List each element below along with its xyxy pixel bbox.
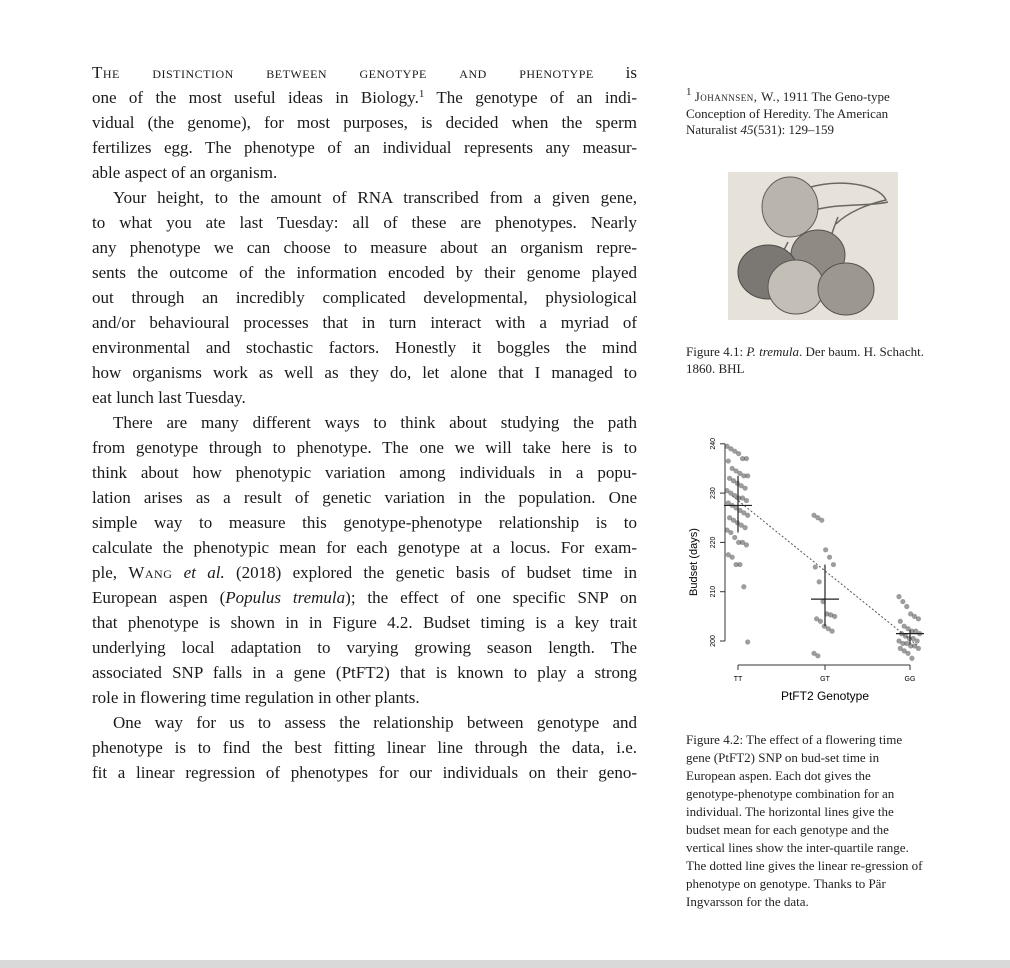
caption-text: . Der baum. H. Schacht. 1860. BHL (686, 344, 924, 376)
data-point-TT (730, 555, 735, 560)
text-segment: phenotype is to find the best fitting linear line through the data, i.e. (92, 738, 637, 757)
text-segment: calculate the phenotypic mean for each genotype at a locus. For exam- (92, 538, 637, 557)
text-line (92, 360, 637, 385)
data-point-GG (904, 604, 909, 609)
sidenote-volume: 45 (740, 122, 754, 137)
text-line (92, 385, 637, 410)
text-line (92, 735, 637, 760)
data-point-GT (831, 562, 836, 567)
y-tick-label: 200 (710, 635, 717, 647)
text-segment: et al. (183, 563, 225, 582)
data-point-TT (745, 473, 750, 478)
x-tick-label: GG (904, 676, 916, 683)
data-point-GG (915, 638, 920, 643)
text-segment: fertilizes egg. The phenotype of an individual represents any measur- (92, 138, 637, 157)
y-tick-label: 210 (710, 585, 717, 598)
text-segment: One way for us to assess the relationship between genotype and (113, 713, 637, 732)
text-segment: think about how phenotypic variation among individuals in a popu- (92, 463, 637, 482)
data-point-GT (827, 555, 832, 560)
text-segment: sents the outcome of the information encoded by their genome played (92, 263, 637, 282)
data-point-GT (819, 518, 824, 523)
data-point-TT (744, 456, 749, 461)
data-point-GT (818, 619, 823, 624)
text-line (92, 485, 637, 510)
sidenote-pages: (531): 129–159 (753, 122, 835, 137)
data-point-GG (916, 616, 921, 621)
sidenote-1 (686, 86, 936, 139)
text-segment: Populus tremula (225, 588, 346, 607)
text-segment: European aspen ( (92, 588, 226, 607)
text-line (92, 110, 637, 135)
data-point-GG (905, 651, 910, 656)
y-tick-label: 220 (710, 536, 717, 549)
y-axis-label: Budset (days) (688, 528, 700, 596)
text-line (92, 335, 637, 360)
text-segment: The distinction between genotype and phenotype (92, 63, 594, 82)
text-segment: from genotype through to phenotype. The one we will take here is to (92, 438, 637, 457)
bottom-scrollbar-area (0, 960, 1010, 968)
text-line (92, 285, 637, 310)
text-segment: able aspect of an organism. (92, 163, 278, 182)
text-segment: associated SNP falls in a gene (PtFT2) that is known to play a strong (92, 663, 637, 682)
data-point-TT (743, 486, 748, 491)
text-segment (172, 563, 183, 582)
text-segment: ); the effect of one specific SNP on (345, 588, 637, 607)
data-point-GT (813, 564, 818, 569)
data-point-TT (736, 451, 741, 456)
text-segment: and/or behavioural processes that in turn interact with a myriad of (92, 313, 637, 332)
text-segment: environmental and stochastic factors. Honestly it boggles the mind (92, 338, 637, 357)
text-line (92, 510, 637, 535)
text-segment: vidual (the genome), for most purposes, is decided when the sperm (92, 113, 637, 132)
data-point-GT (823, 547, 828, 552)
data-point-GT (830, 629, 835, 634)
text-line (92, 635, 637, 660)
text-line (92, 560, 637, 585)
x-tick-label: TT (733, 676, 743, 683)
x-tick-label: GT (820, 676, 830, 683)
text-line (92, 435, 637, 460)
text-line (92, 410, 637, 435)
text-line (92, 610, 637, 635)
text-line (92, 60, 637, 85)
text-line (92, 660, 637, 685)
text-line (92, 85, 637, 110)
text-line (92, 460, 637, 485)
text-line (92, 685, 637, 710)
text-segment: The genotype of an indi- (424, 88, 637, 107)
caption-species: P. tremula (746, 344, 800, 359)
caption-label: Figure 4.1: (686, 344, 747, 359)
text-segment: any phenotype we can choose to measure about an organism repre- (92, 238, 637, 257)
text-line (92, 235, 637, 260)
data-point-TT (741, 584, 746, 589)
text-segment: fit a linear regression of phenotypes for our individuals on their geno- (92, 763, 637, 782)
text-line (92, 260, 637, 285)
data-point-TT (743, 525, 748, 530)
text-segment: lation arises as a result of genetic variation in the population. One (92, 488, 637, 507)
text-segment: eat lunch last Tuesday. (92, 388, 246, 407)
data-point-TT (745, 639, 750, 644)
text-line (92, 160, 637, 185)
text-segment: Your height, to the amount of RNA transcribed from a given gene, (113, 188, 637, 207)
data-point-GG (909, 656, 914, 661)
data-point-GG (916, 646, 921, 651)
text-line (92, 310, 637, 335)
x-axis-label: PtFT2 Genotype (780, 689, 870, 703)
text-segment: one of the most useful ideas in Biology. (92, 88, 419, 107)
text-line (92, 135, 637, 160)
data-point-GG (900, 599, 905, 604)
data-point-GT (815, 653, 820, 658)
data-point-TT (744, 498, 749, 503)
data-point-TT (726, 458, 731, 463)
data-point-TT (737, 562, 742, 567)
text-segment: to what you ate last Tuesday: all of these are phenotypes. Nearly (92, 213, 637, 232)
data-point-GG (898, 619, 903, 624)
text-segment: role in flowering time regulation in other plants. (92, 688, 420, 707)
text-segment: 1 (418, 88, 425, 100)
data-point-TT (728, 530, 733, 535)
text-line (92, 535, 637, 560)
text-line (92, 710, 637, 735)
text-line (92, 760, 637, 785)
text-segment: (2018) explored the genetic basis of budset time in (224, 563, 637, 582)
figure-4-2-caption: Figure 4.2: The effect of a flowering time gene (PtFT2) SNP on bud-set time in European aspen. Each dot gives the genotype-phenotype combination for an individual. The horizontal lines give the budset mean for each genotype and the vertical lines show the inter-quartile range. The dotted line gives the linear re-gression of phenotype on genotype. Thanks to Pär Ingvarsson for the data. (686, 732, 923, 909)
data-point-GG (896, 594, 901, 599)
text-line (92, 210, 637, 235)
main-text (92, 60, 637, 785)
sidenote-mark: 1 (686, 86, 692, 98)
text-line (92, 185, 637, 210)
sidenote-text: , 1911 The Geno-type Conception of Heredity. The American Naturalist (686, 89, 890, 137)
text-segment: Wang (128, 563, 173, 582)
y-tick-label: 240 (710, 437, 717, 450)
text-segment: underlying local adaptation to varying growing season length. The (92, 638, 637, 657)
sidenote-author: Johannsen, W. (694, 89, 777, 104)
data-point-GT (817, 579, 822, 584)
data-point-TT (732, 535, 737, 540)
text-segment: out through an incredibly complicated developmental, physiological (92, 288, 637, 307)
figure-aspen-illustration (728, 172, 898, 320)
text-segment: how organisms work as well as they do, let alone that I managed to (92, 363, 637, 382)
text-segment: that phenotype is shown in in Figure 4.2. Budset timing is a key trait (92, 613, 637, 632)
data-point-TT (745, 513, 750, 518)
figure-4-1-caption (686, 344, 936, 377)
data-point-GT (832, 614, 837, 619)
text-segment: is (593, 63, 637, 82)
text-segment: simple way to measure this genotype-phenotype relationship is to (92, 513, 637, 532)
y-tick-label: 230 (710, 487, 717, 499)
data-point-TT (744, 542, 749, 547)
text-segment: There are many different ways to think about studying the path (113, 413, 637, 432)
text-line (92, 585, 637, 610)
budset-chart (680, 430, 940, 710)
text-segment: ple, (92, 563, 129, 582)
